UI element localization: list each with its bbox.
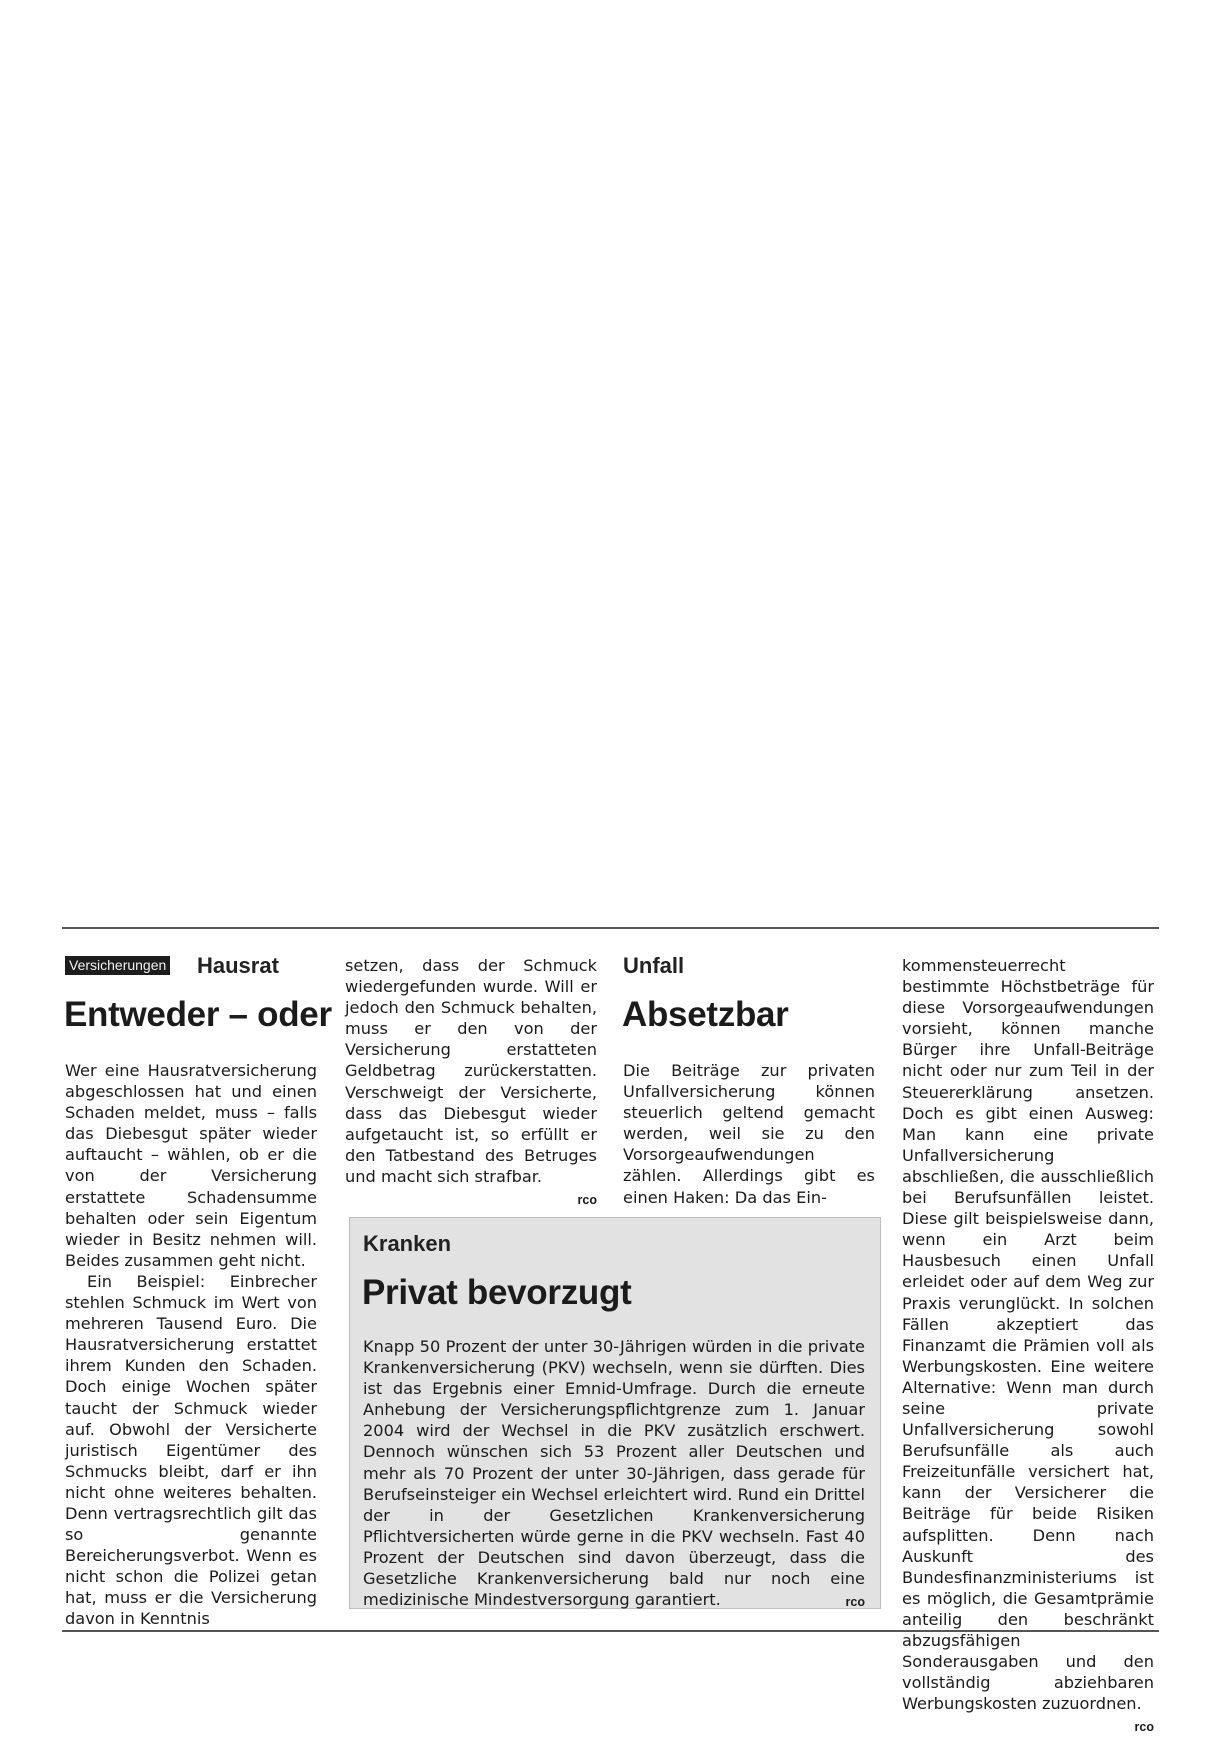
hausrat-paragraph-3: setzen, dass der Schmuck wiedergefunden wurde. Will er jedoch den Schmuck behalten, muss er den von der Versicherung erstatteten Geldbetrag zurückerstatten. Verschweigt der Versicherte, dass das Diebesgut wieder aufgetaucht ist, so erfüllt er den Tatbestand des Betruges und macht sich strafbar. (345, 956, 597, 1186)
hausrat-paragraph-2: Ein Beispiel: Einbrecher stehlen Schmuck im Wert von mehreren Tausend Euro. Die Hausratversicherung erstattet ihrem Kunden den Schaden. Doch einige Wochen später taucht der Schmuck wieder auf. Obwohl der Versicherte juristisch Eigentümer des Schmucks bleibt, darf er ihn nicht ohne weiteres behalten. Denn vertragsrechtlich gilt das so genannte Bereicherungsverbot. Wenn es nicht schon die Polizei getan hat, muss er die Versicherung davon in Kenntnis (65, 1271, 317, 1629)
hausrat-paragraph-1: Wer eine Hausratversicherung abgeschlossen hat und einen Schaden meldet, muss – falls das Diebesgut später wieder auftaucht – wählen, ob er die von der Versicherung erstattete Schadensumme behalten oder sein Eigentum wieder in Besitz nehmen will. Beides zusammen geht nicht. (65, 1061, 317, 1270)
unfall-headline: Absetzbar (622, 995, 789, 1034)
section-tag: Versicherungen (65, 956, 170, 975)
kranken-signature: rco (845, 1595, 865, 1610)
hausrat-signature: rco (577, 1193, 597, 1208)
kranken-box (349, 1217, 881, 1609)
unfall-paragraph-1: Die Beiträge zur privaten Unfallversicherung können steuerlich geltend gemacht werden, weil sie zu den Vorsorgeaufwendungen zählen. Allerdings gibt es einen Haken: Da das Ein- (623, 1061, 875, 1207)
unfall-signature: rco (1134, 1720, 1154, 1735)
hausrat-column-1 (65, 1060, 317, 1630)
unfall-kicker: Unfall (623, 953, 685, 978)
unfall-paragraph-2: kommensteuerrecht bestimmte Höchstbeträge für diese Vorsorgeaufwendungen vorsieht, können manche Bürger ihre Unfall-Beiträge nicht oder nur zum Teil in der Steuererklärung ansetzen. Doch es gibt einen Ausweg: Man kann eine private Unfallversicherung abschließen, die ausschließlich bei Berufsunfällen leistet. Diese gilt beispielsweise dann, wenn ein Arzt beim Hausbesuch einen Unfall erleidet oder auf dem Weg zur Praxis verunglückt. In solchen Fällen akzeptiert das Finanzamt die Prämien voll als Werbungskosten. Eine weitere Alternative: Wenn man durch seine private Unfallversicherung sowohl Berufsunfälle als auch Freizeitunfälle versichert hat, kann der Versicherer die Beiträge für beide Risiken aufsplitten. Denn nach Auskunft des Bundesfinanzministeriums ist es möglich, die Gesamtprämie anteilig den beschränkt abzugsfähigen Sonderausgaben und den vollständig abziehbaren Werbungskosten zuzuordnen. (902, 956, 1154, 1714)
unfall-column-2 (902, 955, 1154, 1738)
unfall-column-1 (623, 1060, 875, 1208)
kranken-kicker: Kranken (363, 1231, 452, 1256)
kranken-paragraph: Knapp 50 Prozent der unter 30-Jährigen würden in die private Krankenversicherung (PKV) wechseln, wenn sie dürften. Dies ist das Ergebnis einer Emnid-Umfrage. Durch die erneute Anhebung der Versicherungspflichtgrenze zum 1. Januar 2004 wird der Wechsel in die PKV zusätzlich erschwert. Dennoch wünschen sich 53 Prozent aller Deutschen und mehr als 70 Prozent der unter 30-Jährigen, dass gerade für Berufseinsteiger ein Wechsel erleichtert wird. Rund ein Drittel der in der Gesetzlichen Krankenversicherung Pflichtversicherten würde gerne in die PKV wechseln. Fast 40 Prozent der Deutschen sind davon überzeugt, dass die Gesetzliche Krankenversicherung bald nur noch eine medizinische Mindestversorgung garantiert. (363, 1337, 865, 1610)
top-rule (62, 927, 1159, 929)
hausrat-headline: Entweder – oder (64, 995, 332, 1034)
kranken-headline: Privat bevorzugt (362, 1273, 632, 1312)
hausrat-column-2 (345, 955, 597, 1211)
hausrat-kicker: Hausrat (197, 953, 279, 978)
kranken-column (363, 1336, 865, 1613)
